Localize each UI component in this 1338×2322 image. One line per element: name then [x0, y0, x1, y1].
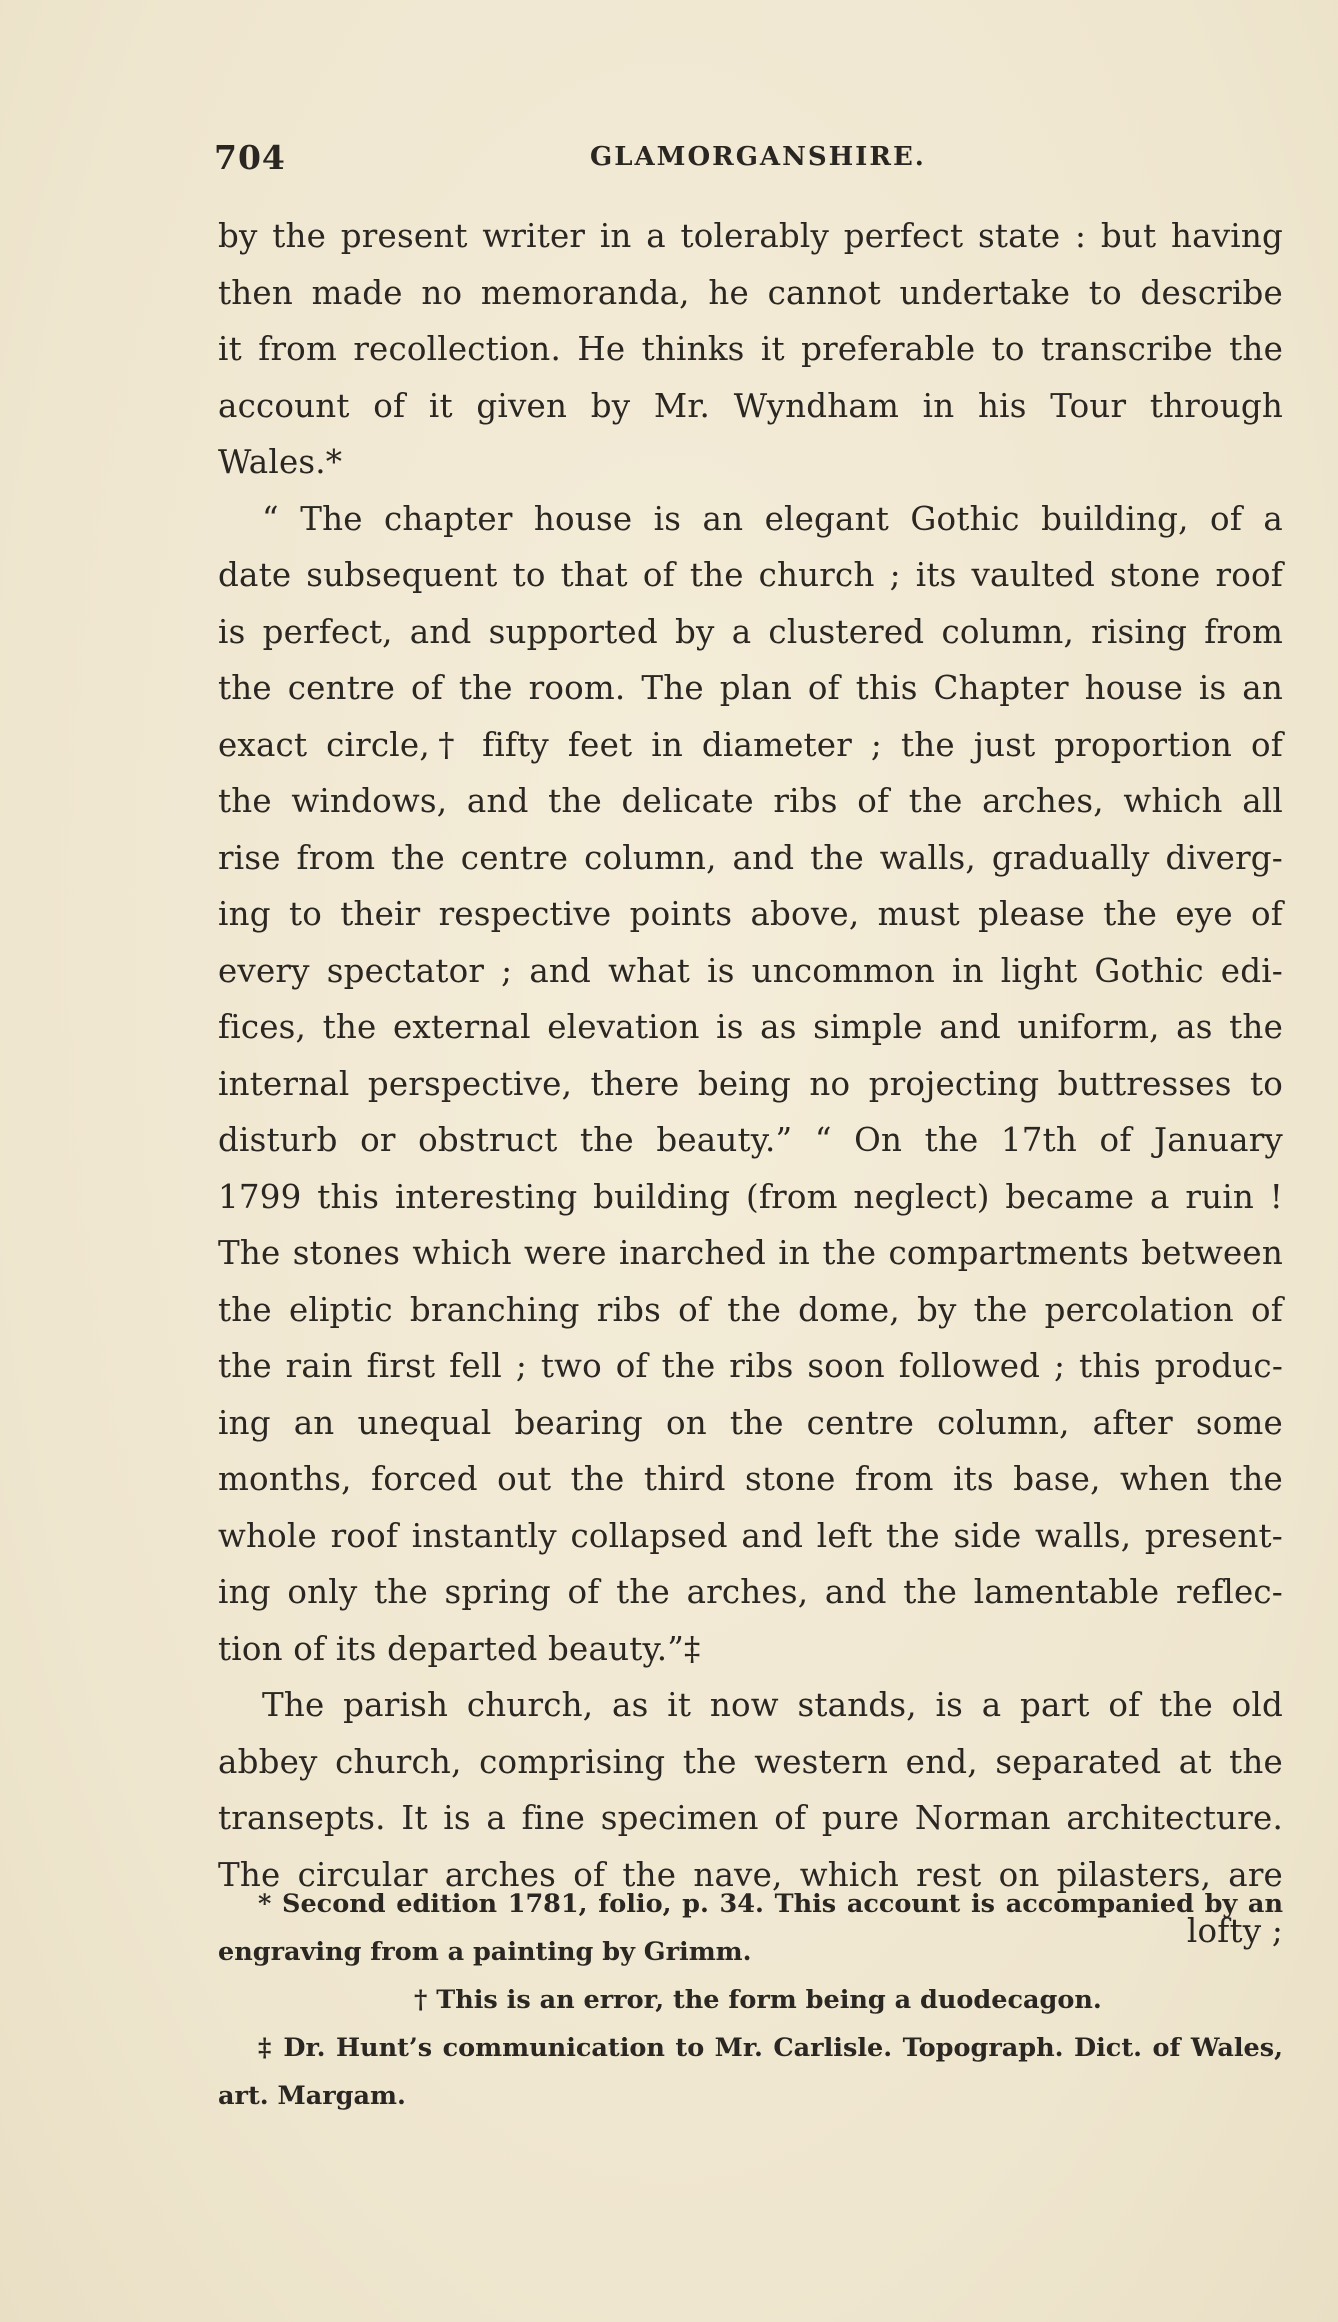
text-line: is perfect, and supported by a clustered column, rising from — [218, 612, 1283, 651]
footnote-line: art. Margam. — [218, 2081, 406, 2111]
text-line: tion of its departed beauty.”‡ — [218, 1629, 701, 1668]
text-line: The circular arches of the nave, which rest on pilasters, are — [218, 1855, 1283, 1894]
footnote-line: engraving from a painting by Grimm. — [218, 1937, 752, 1967]
text-line: by the present writer in a tolerably perfect state : but having — [218, 217, 1283, 255]
text-line: abbey church, comprising the western end, separated at the — [218, 1742, 1283, 1781]
text-line: the centre of the room. The plan of this Chapter house is an — [218, 669, 1283, 707]
page-number: 704 — [214, 138, 286, 177]
text-line: it from recollection. He thinks it preferable to transcribe the — [218, 330, 1283, 368]
text-line: the windows, and the delicate ribs of the arches, which all — [218, 782, 1283, 820]
text-line: The stones which were inarched in the compartments between — [218, 1234, 1283, 1272]
footnote-line: ‡ Dr. Hunt’s communication to Mr. Carlisle. Topograph. Dict. of Wales, — [258, 2033, 1283, 2063]
text-line: exact circle,† fifty feet in diameter ; the just proportion of — [218, 725, 1283, 764]
footnote-line: † This is an error, the form being a duodecagon. — [414, 1985, 1102, 2015]
text-line: rise from the centre column, and the walls, gradually diverg- — [218, 838, 1283, 877]
text-line: disturb or obstruct the beauty.” “ On the 17th of January — [218, 1121, 1283, 1159]
text-line: the rain first fell ; two of the ribs soon followed ; this produc- — [218, 1347, 1283, 1385]
text-line: Wales.* — [218, 443, 343, 481]
catchword: lofty ; — [1186, 1912, 1283, 1950]
text-line: ing only the spring of the arches, and the lamentable reflec- — [218, 1573, 1283, 1611]
text-line: months, forced out the third stone from its base, when the — [218, 1460, 1283, 1498]
running-head: GLAMORGANSHIRE. — [590, 142, 926, 172]
text-line: then made no memoranda, he cannot undertake to describe — [218, 273, 1283, 312]
text-line: transepts. It is a fine specimen of pure Norman architecture. — [218, 1799, 1283, 1837]
text-line: ing an unequal bearing on the centre column, after some — [218, 1403, 1283, 1442]
text-line: the eliptic branching ribs of the dome, by the percolation of — [218, 1290, 1283, 1329]
text-line: The parish church, as it now stands, is a part of the old — [262, 1686, 1283, 1724]
body-text — [218, 208, 1283, 1960]
page-header — [214, 138, 1294, 178]
text-line: 1799 this interesting building (from neglect) became a ruin ! — [218, 1177, 1283, 1216]
text-line: “ The chapter house is an elegant Gothic building, of a — [262, 499, 1283, 538]
text-line: whole roof instantly collapsed and left the side walls, present- — [218, 1516, 1283, 1555]
text-line: internal perspective, there being no projecting buttresses to — [218, 1064, 1283, 1103]
footnote-line: * Second edition 1781, folio, p. 34. This account is accompanied by an — [258, 1889, 1283, 1919]
text-line: date subsequent to that of the church ; its vaulted stone roof — [218, 556, 1283, 594]
text-line: fices, the external elevation is as simple and uniform, as the — [218, 1008, 1283, 1046]
text-line: every spectator ; and what is uncommon in light Gothic edi- — [218, 951, 1283, 990]
footnotes — [218, 1880, 1283, 2120]
text-line: account of it given by Mr. Wyndham in his Tour through — [218, 386, 1283, 425]
text-line: ing to their respective points above, must please the eye of — [218, 895, 1283, 933]
